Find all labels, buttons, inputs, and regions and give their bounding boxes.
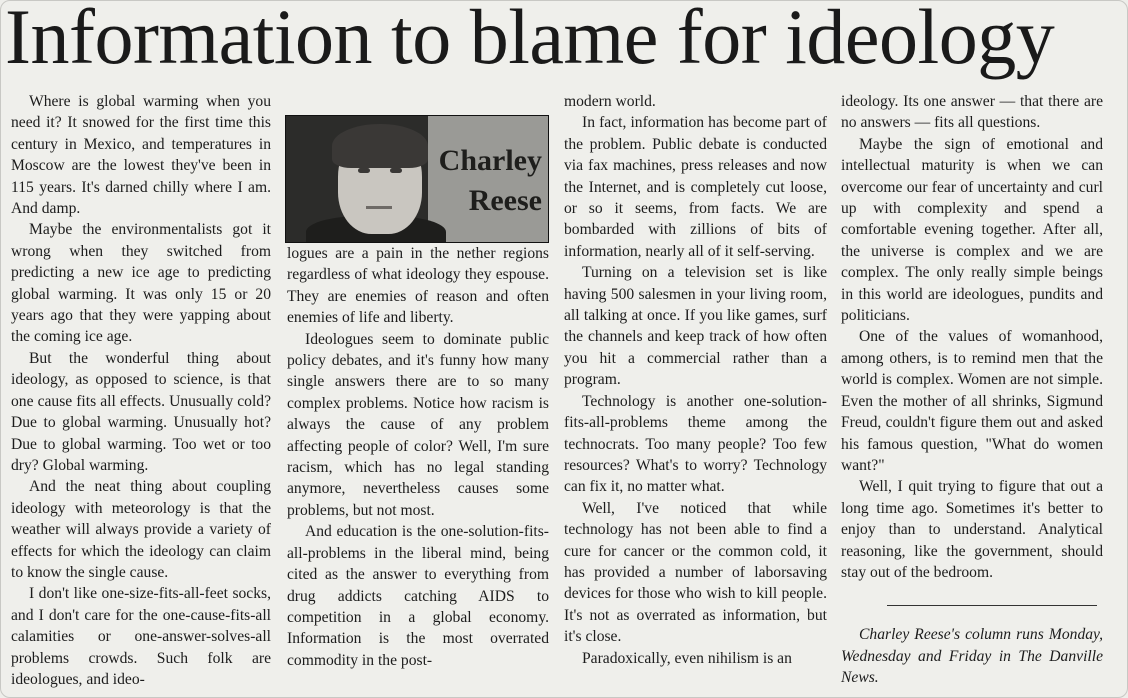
- paragraph: But the wonderful thing about ideology, as opposed to science, is that one cause fits all effects. Unusually cold? Due to global warming. Unusually hot? Due to global warming. Too wet or too dry? Global warming.: [11, 349, 271, 474]
- headline: Information to blame for ideology: [5, 0, 1055, 80]
- paragraph: I don't like one-size-fits-all-feet socks, and I don't care for the one-cause-fits-all calamities or one-answer-solves-all problems crowds. Such folk are ideologues, and ideo-: [11, 585, 271, 688]
- paragraph: Where is global warming when you need it? It snowed for the first time this century in Mexico, and temperatures in Moscow are the lowest they've been in 115 years. It's darned chilly where I am. And damp.: [11, 93, 271, 218]
- paragraph: Maybe the environmentalists got it wrong when they switched from predicting a new ice age to predicting global warming. It was only 15 or 20 years ago that they were yapping about the coming ice age.: [11, 221, 271, 346]
- article-column-1: [11, 91, 271, 690]
- article-column-4: [841, 91, 1103, 689]
- paragraph: Well, I've noticed that while technology has not been able to find a cure for cancer or the common cold, it has provided a number of laborsaving devices for those who wish to kill people. It's not as overrated as information, but it's close.: [564, 499, 827, 646]
- article-column-3: [564, 91, 827, 669]
- paragraph: Maybe the sign of emotional and intellectual maturity is when we can overcome our fear of uncertainty and curl up with complexity and spend a comfortable evening together. After all, the universe is complex and we are complex. The only really simple beings in this world are ideologues, pundits and politicians.: [841, 135, 1103, 325]
- byline-first-name: Charley: [438, 144, 542, 177]
- paragraph: Ideologues seem to dominate public policy debates, and it's funny how many single answers there are to so many complex problems. Notice how racism is always the cause of any problem affecting people of color? Well, I'm sure racism, which has no legal standing anymore, nevertheless causes some problems, but not most.: [287, 330, 549, 519]
- columnist-photo: [285, 115, 549, 243]
- separator-rule: [887, 605, 1097, 606]
- portrait-mouth: [366, 206, 392, 209]
- paragraph: Well, I quit trying to figure that out a long time ago. Sometimes it's better to enjoy than to understand. Analytical reasoning, like the government, should stay out of the bedroom.: [841, 478, 1103, 581]
- portrait-eye: [358, 168, 370, 173]
- paragraph: Paradoxically, even nihilism is an: [582, 649, 792, 667]
- paragraph: Technology is another one-solution-fits-all-problems theme among the technocrats. Too many people? Too few resources? What's to worry? Technology can fix it, no matter what.: [564, 392, 827, 496]
- paragraph: modern world.: [564, 93, 656, 110]
- paragraph: In fact, information has become part of the problem. Public debate is conducted via fax machines, press releases and now the Internet, and is completely cut loose, or so it seems, from facts. We are bombarded with zillions of bits of information, nearly all of it self-serving.: [564, 114, 827, 260]
- paragraph: ideology. Its one answer — that there are no answers — fits all questions.: [841, 93, 1103, 132]
- photo-background: [428, 116, 548, 242]
- paragraph: Turning on a television set is like having 500 salesmen in your living room, all talking at once. If you like games, surf the channels and keep track of how often you hit a commercial rather than a program.: [564, 264, 827, 389]
- paragraph: logues are a pain in the nether regions regardless of what ideology they espouse. They are enemies of reason and often enemies of life and liberty.: [287, 245, 549, 327]
- portrait-eye: [390, 168, 402, 173]
- article-column-2: [287, 243, 549, 671]
- paragraph: One of the values of womanhood, among others, is to remind men that the world is complex. Women are not simple. Even the mother of all shrinks, Sigmund Freud, couldn't figure them out and asked his famous question, "What do women want?": [841, 328, 1103, 474]
- paragraph: And the neat thing about coupling ideology with meteorology is that the weather will always provide a variety of effects for which the ideology can claim to know the single cause.: [11, 478, 271, 581]
- byline-last-name: Reese: [468, 184, 542, 217]
- portrait-hair: [332, 124, 428, 168]
- paragraph: And education is the one-solution-fits-all-problems in the liberal mind, being cited as the answer to everything from drug addicts catching AIDS to competition in a global economy. Information is the most overrated commodity in the post-: [287, 523, 549, 669]
- column-footnote: Charley Reese's column runs Monday, Wednesday and Friday in The Danville News.: [841, 626, 1103, 687]
